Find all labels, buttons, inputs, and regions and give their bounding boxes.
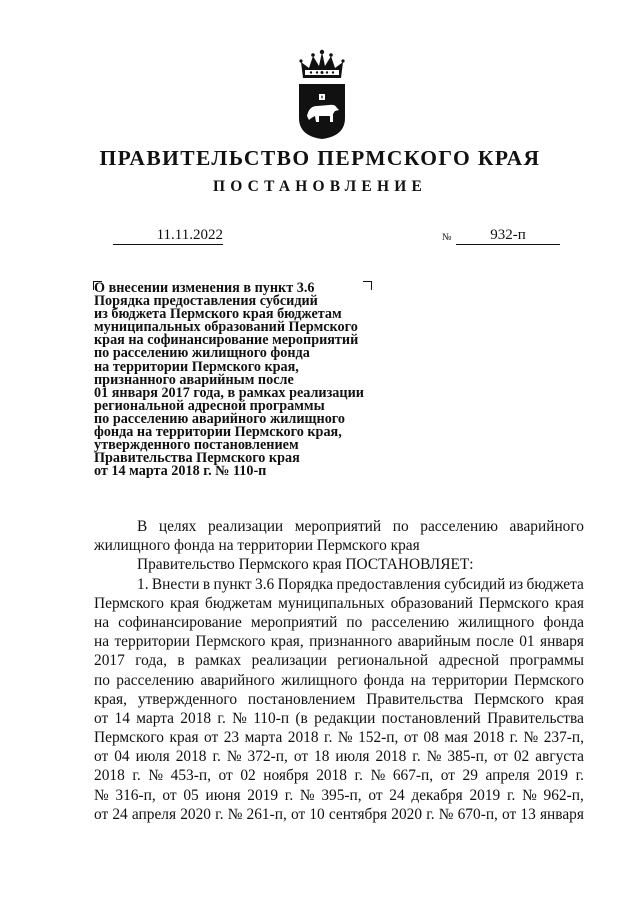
body-word: 2018 [175, 748, 207, 766]
body-word: бюджета [526, 575, 584, 593]
body-word: (в [295, 709, 308, 727]
body-word: 667-п, [392, 767, 434, 785]
body-word: в [177, 652, 185, 670]
body-word: Пермского [513, 671, 584, 689]
subject-line: от 14 марта 2018 г. № 110-п [94, 463, 267, 480]
body-word: 3.6 [255, 575, 275, 593]
body-word: расселению [371, 613, 450, 631]
body-line [94, 709, 584, 728]
body-word: Правительства [366, 690, 464, 708]
body-word: жилищного [458, 613, 535, 631]
body-word: 18 [314, 748, 330, 766]
body-word: № [232, 709, 247, 727]
body-word: Пермского [478, 594, 549, 612]
subject-line: по расселению жилищного фонда [94, 345, 310, 362]
body-word: 08 [423, 729, 439, 747]
body-word: 14 [114, 709, 130, 727]
body-word: марта [244, 729, 283, 747]
body-word: 453-п, [170, 767, 211, 785]
body-word: № [94, 786, 109, 804]
body-word: июля [335, 748, 370, 766]
body-word: сентября [328, 805, 388, 823]
body-word: Пермского [94, 729, 164, 747]
subject-heading [94, 282, 394, 478]
body-line [94, 651, 584, 670]
body-word: от [204, 729, 219, 747]
body-word: образований [390, 594, 473, 612]
body-word: 24 [389, 786, 405, 804]
body-word: реализации [207, 518, 284, 535]
body-word: января [539, 805, 584, 823]
body-word: 1. [137, 575, 149, 593]
subject-line: муниципальных образований Пермского [94, 319, 358, 336]
body-word: 385-п, [447, 748, 488, 766]
body-word: территории [114, 633, 191, 651]
body-word: от [162, 786, 177, 804]
body-line: Правительство Пермского края ПОСТАНОВЛЯЕТ: [137, 556, 474, 574]
body-word: постановлений [381, 709, 481, 727]
body-word: признанного [309, 633, 393, 651]
body-word: 04 [114, 748, 130, 766]
body-line [94, 786, 584, 805]
subject-line: утвержденного постановлением [94, 437, 299, 454]
body-word: на [94, 613, 110, 631]
body-word: июня [205, 786, 241, 804]
body-word: территории [432, 671, 508, 689]
body-line [94, 575, 584, 594]
body-word: Правительства [487, 709, 584, 727]
body-word: № [370, 767, 386, 785]
subject-line: на территории Пермского края, [94, 358, 299, 375]
body-word: аварийным [397, 633, 471, 651]
body-word: мая [444, 729, 468, 747]
body-line [94, 766, 584, 785]
body-word: 2018 [180, 709, 212, 727]
body-word: 2018 [375, 748, 407, 766]
body-word: из [508, 575, 524, 593]
body-word: 2019 [537, 767, 568, 785]
body-word: муниципальных [278, 594, 385, 612]
body-word: от [94, 805, 109, 823]
body-word: от [94, 748, 109, 766]
subject-line: по расселению аварийного жилищного [94, 410, 345, 427]
body-word: апреля [131, 805, 177, 823]
coat-of-arms-icon [297, 48, 347, 140]
body-word: мероприятий [294, 518, 382, 535]
body-word: апреля [485, 767, 530, 785]
body-line [94, 728, 584, 747]
body-word: в [202, 575, 211, 593]
body-line [94, 690, 584, 709]
body-word: 2018 [473, 729, 505, 747]
body-word: от [440, 767, 455, 785]
body-word: Пермского [195, 633, 266, 651]
body-word: Пермского [473, 690, 544, 708]
body-word: 02 [240, 767, 256, 785]
body-word: января [539, 633, 584, 651]
body-word: августа [535, 748, 584, 766]
body-word: г. [354, 767, 363, 785]
subject-line: Правительства Пермского края [94, 450, 300, 467]
body-word: целях [158, 518, 197, 535]
body-line [94, 517, 584, 536]
body-word: от [493, 748, 508, 766]
body-word: № [337, 729, 353, 747]
number-label: № [442, 232, 452, 243]
body-word: 261-п, [246, 805, 287, 823]
subject-line: Порядка предоставления субсидий [94, 293, 318, 310]
body-word: от [502, 805, 517, 823]
body-word: расселению [116, 671, 194, 689]
body-word: софинансирование [118, 613, 242, 631]
body-word: декабря [411, 786, 463, 804]
body-word: 01 [519, 633, 535, 651]
body-word: № [148, 767, 164, 785]
body-word: края [554, 594, 584, 612]
body-word: Пермского [94, 594, 164, 612]
body-word: региональной [337, 652, 429, 670]
body-line [94, 613, 584, 632]
body-word: от [368, 786, 383, 804]
body-word: края, [94, 690, 127, 708]
body-word: реализации [251, 652, 327, 670]
body-word: 23 [223, 729, 240, 747]
document-date: 11.11.2022 [113, 226, 223, 245]
body-word: 29 [462, 767, 478, 785]
body-word: № [299, 786, 315, 804]
body-word: г. [412, 748, 421, 766]
subject-line: региональной адресной программы [94, 397, 325, 414]
body-word: утвержденного [137, 690, 238, 708]
body-word: июля [135, 748, 170, 766]
body-word: № [227, 805, 243, 823]
subject-line: 01 января 2017 года, в рамках реализации [94, 384, 364, 401]
body-word: № [426, 748, 442, 766]
body-word: постановлением [247, 690, 356, 708]
body-word: 24 [112, 805, 128, 823]
body-word: аварийного [509, 518, 584, 535]
body-word: края, [270, 633, 304, 651]
body-word: г. [217, 709, 226, 727]
body-word: субсидий [444, 575, 506, 593]
subject-line: края на софинансирование мероприятий [94, 332, 359, 349]
body-word: края [169, 729, 199, 747]
body-word: 2019 [247, 786, 279, 804]
body-word: № [522, 786, 537, 804]
body-word: 05 [183, 786, 199, 804]
body-word: 2020 [391, 805, 423, 823]
body-word: г. [132, 767, 141, 785]
body-word: В [137, 518, 148, 535]
body-word: 670-п, [457, 805, 498, 823]
body-word: адресной [438, 652, 500, 670]
body-line [94, 594, 584, 613]
body-word: года, [135, 652, 167, 670]
body-word: г. [506, 786, 516, 804]
body-word: Порядка [277, 575, 334, 593]
body-word: от [218, 767, 233, 785]
body-word: 2020 [180, 805, 211, 823]
body-word: фонда [363, 671, 405, 689]
body-word: 2018 [287, 729, 319, 747]
body-word: края [169, 594, 200, 612]
body-word: 962-п, [543, 786, 584, 804]
body-line: жилищного фонда на территории Пермского края [94, 537, 420, 555]
body-word: марта [136, 709, 174, 727]
body-word: 316-п, [115, 786, 156, 804]
body-word: г. [212, 748, 221, 766]
body-word: 02 [513, 748, 530, 766]
body-word: редакции [314, 709, 376, 727]
body-word: по [346, 613, 363, 631]
body-word: 2018 [316, 767, 347, 785]
body-word: 2019 [469, 786, 501, 804]
body-word: № [226, 748, 242, 766]
body-word: расселению [420, 518, 498, 535]
body-line [94, 805, 584, 824]
body-word: от [290, 805, 306, 823]
body-word: г. [284, 786, 294, 804]
body-word: 237-п, [543, 729, 584, 747]
body-word: от [403, 729, 419, 747]
body-line [94, 747, 584, 766]
body-word: мероприятий [250, 613, 338, 631]
body-word: г. [324, 729, 333, 747]
body-word: на [410, 671, 426, 689]
subject-line: из бюджета Пермского края бюджетам [94, 306, 342, 323]
body-word: от [94, 709, 109, 727]
decree-body [94, 517, 584, 824]
body-word: № [438, 805, 454, 823]
body-word: аварийного [200, 671, 275, 689]
body-word: 10 [309, 805, 325, 823]
body-word: от [293, 748, 309, 766]
body-word: по [94, 671, 110, 689]
body-word: г. [509, 729, 519, 747]
subject-line: признанного аварийным после [94, 371, 294, 388]
body-word: после [476, 633, 514, 651]
body-word: фонда [543, 613, 584, 631]
body-word: 372-п, [247, 748, 288, 766]
body-word: 13 [520, 805, 536, 823]
body-word: Внести [151, 575, 200, 593]
body-word: предоставления [336, 575, 441, 593]
body-word: 395-п, [321, 786, 362, 804]
body-word: программы [509, 652, 584, 670]
body-word: 110-п [253, 709, 290, 727]
body-word: г. [215, 805, 224, 823]
subject-line: фонда на территории Пермского края, [94, 424, 342, 441]
body-word: жилищного [281, 671, 358, 689]
body-word: № [523, 729, 539, 747]
subject-line: О внесении изменения в пункт 3.6 [94, 280, 315, 296]
body-word: на [94, 633, 110, 651]
body-word: рамках [195, 652, 242, 670]
body-word: г. [426, 805, 435, 823]
body-word: ноября [263, 767, 309, 785]
body-word: края [554, 690, 584, 708]
body-word: 152-п, [358, 729, 399, 747]
body-word: пункт [213, 575, 252, 593]
document-type: ПОСТАНОВЛЕНИЕ [212, 178, 428, 195]
document-number: 932-п [456, 226, 560, 245]
body-word: 2017 [94, 652, 125, 670]
body-word: по [392, 518, 409, 535]
body-word: 2018 [94, 767, 125, 785]
body-word: г. [575, 767, 584, 785]
body-line [94, 632, 584, 651]
government-title: ПРАВИТЕЛЬСТВО ПЕРМСКОГО КРАЯ [99, 146, 541, 170]
body-word: бюджетам [205, 594, 273, 612]
body-line [94, 671, 584, 690]
